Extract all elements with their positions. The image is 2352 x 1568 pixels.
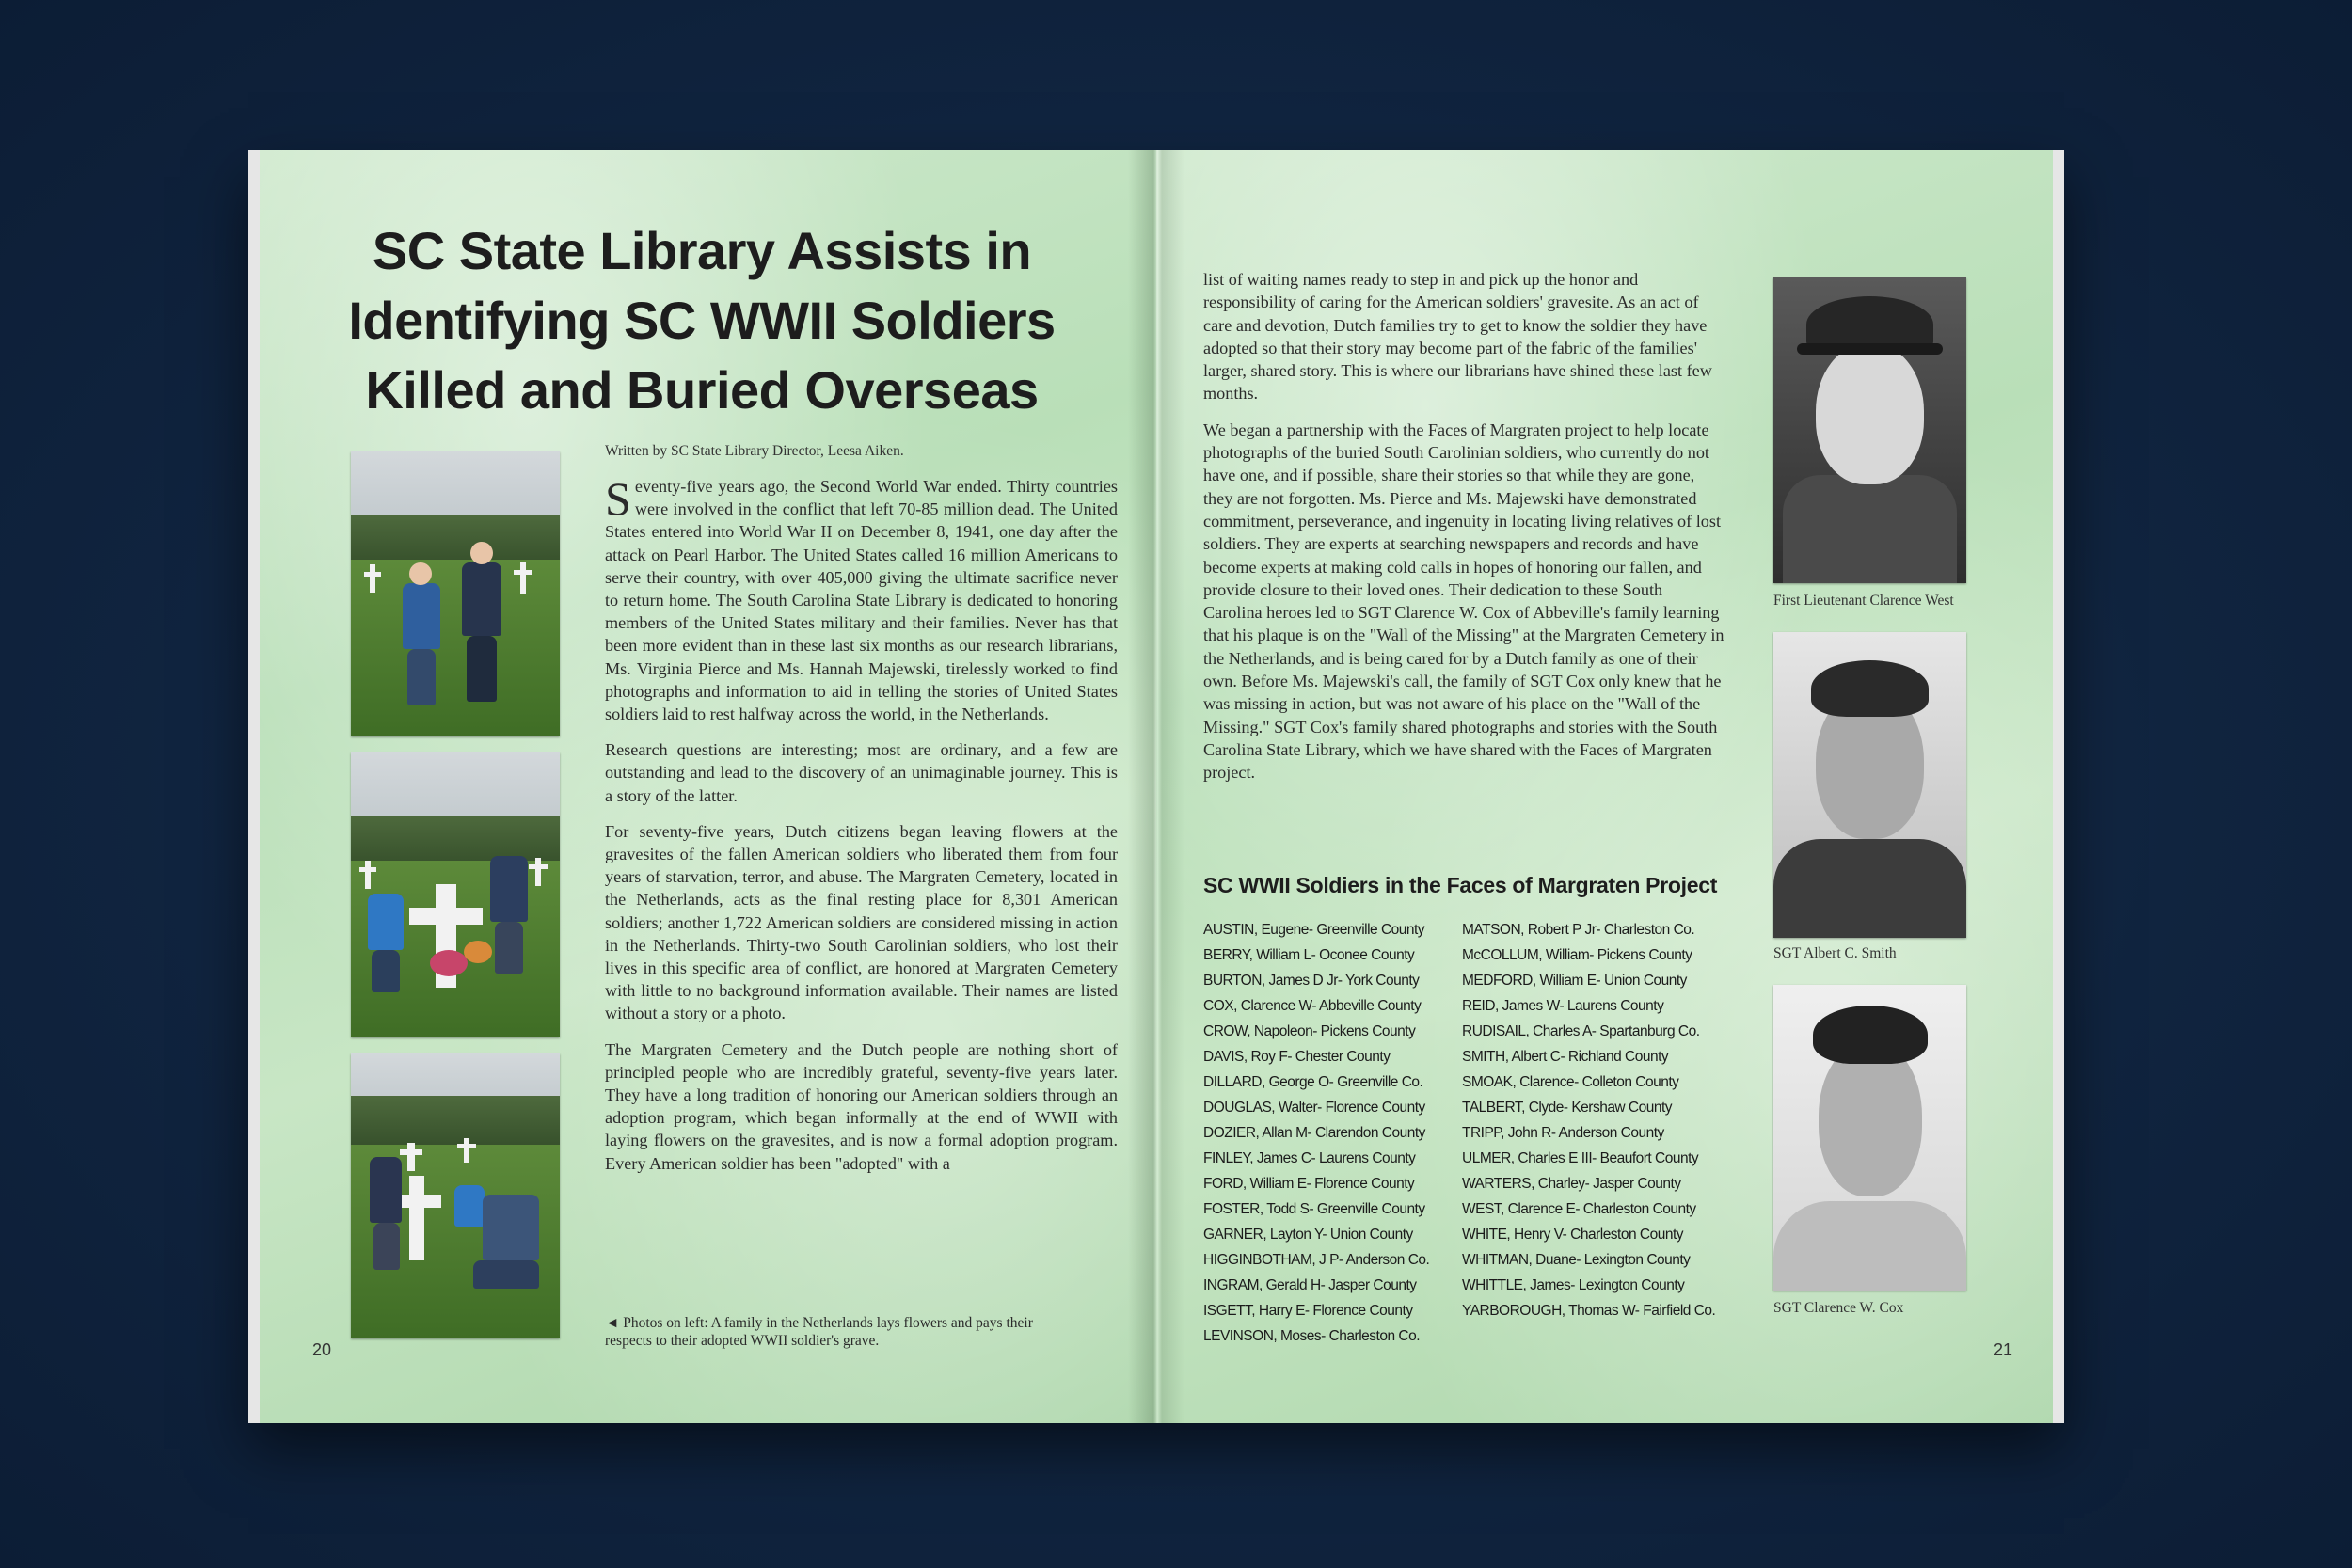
soldier-entry: INGRAM, Gerald H- Jasper County xyxy=(1203,1277,1417,1293)
soldier-entry: TALBERT, Clyde- Kershaw County xyxy=(1462,1100,1673,1116)
title-line-2: Identifying SC WWII Soldiers xyxy=(348,291,1056,350)
right-article-body xyxy=(1203,268,1725,798)
portrait-caption-3: SGT Clarence W. Cox xyxy=(1773,1300,1904,1316)
soldiers-list-heading: SC WWII Soldiers in the Faces of Margraten Project xyxy=(1203,873,1718,897)
soldier-entry: DILLARD, George O- Greenville Co. xyxy=(1203,1074,1423,1090)
soldier-entry: WHITMAN, Duane- Lexington County xyxy=(1462,1252,1691,1268)
page-number-left: 20 xyxy=(312,1340,332,1359)
page-number-right: 21 xyxy=(1994,1340,2013,1359)
cemetery-photo-1 xyxy=(351,451,560,736)
paragraph: Research questions are interesting; most are ordinary, and a few are outstanding and lead to the discovery of an unimaginable journey. This is a story of the latter. xyxy=(605,740,1118,805)
portrait-clarence-west xyxy=(1773,277,1966,583)
portrait-caption-2: SGT Albert C. Smith xyxy=(1773,945,1897,961)
soldier-entry: DOZIER, Allan M- Clarendon County xyxy=(1203,1125,1425,1141)
soldier-entry: WARTERS, Charley- Jasper County xyxy=(1462,1176,1681,1192)
right-page xyxy=(1156,150,2064,1423)
soldier-entry: YARBOROUGH, Thomas W- Fairfield Co. xyxy=(1462,1303,1716,1319)
soldier-entry: REID, James W- Laurens County xyxy=(1462,998,1664,1014)
paragraph: We began a partnership with the Faces of Margraten project to help locate photographs of the buried South Carolinian soldiers, who currently do not have one, and if possible, share their stories so that while they are gone, they are not forgotten. Ms. Pierce and Ms. Majewski have demonstrated commitment, perseverance, and ingenuity in locating living relatives of lost soldiers. They are experts at searching newspapers and records and have become experts at making cold calls in hopes of honoring our fallen, and provide closure to their loved ones. Their dedication to these South Carolina heroes led to SGT Clarence W. Cox of Abbeville's family learning that his plaque is on the "Wall of the Missing" at the Margraten Cemetery in the Netherlands, and is being cared for by a Dutch family as one of their own. Before Ms. Majewski's call, the family of SGT Cox only knew that he was missing in action, but was not aware of his place on the "Wall of the Missing." SGT Cox's family shared photographs and stories with the South Carolina State Library, which we have shared with the Faces of Margraten project. xyxy=(1203,420,1724,783)
byline: Written by SC State Library Director, Leesa Aiken. xyxy=(605,443,904,459)
soldier-entry: WHITTLE, James- Lexington County xyxy=(1462,1277,1685,1293)
soldier-entry: BERRY, William L- Oconee County xyxy=(1203,947,1415,963)
left-article-body xyxy=(605,472,1118,1188)
portrait-albert-smith xyxy=(1773,632,1966,938)
soldier-entry: RUDISAIL, Charles A- Spartanburg Co. xyxy=(1462,1023,1700,1039)
soldiers-list-column-2 xyxy=(1462,917,1730,1323)
soldier-entry: MATSON, Robert P Jr- Charleston Co. xyxy=(1462,922,1695,938)
soldier-entry: WEST, Clarence E- Charleston County xyxy=(1462,1201,1696,1217)
portrait-clarence-cox xyxy=(1773,985,1966,1291)
photo-caption: ◄ Photos on left: A family in the Netherlands lays flowers and pays their respects to their adopted WWII soldier's grave. xyxy=(605,1315,1033,1349)
cemetery-photo-3 xyxy=(351,1053,560,1338)
portrait-caption-1: First Lieutenant Clarence West xyxy=(1773,593,1954,609)
soldier-entry: SMITH, Albert C- Richland County xyxy=(1462,1049,1669,1065)
soldier-entry: LEVINSON, Moses- Charleston Co. xyxy=(1203,1328,1421,1344)
soldiers-list-column-1 xyxy=(1203,917,1471,1349)
soldier-entry: AUSTIN, Eugene- Greenville County xyxy=(1203,922,1425,938)
magazine-spread xyxy=(248,150,2064,1423)
soldier-entry: DOUGLAS, Walter- Florence County xyxy=(1203,1100,1425,1116)
soldier-entry: FORD, William E- Florence County xyxy=(1203,1176,1415,1192)
article-title xyxy=(344,216,1059,425)
soldier-entry: CROW, Napoleon- Pickens County xyxy=(1203,1023,1416,1039)
title-line-1: SC State Library Assists in xyxy=(372,221,1032,280)
paragraph: list of waiting names ready to step in and pick up the honor and responsibility of caring for the American soldiers' gravesite. As an act of care and devotion, Dutch families try to get to know the soldier they have adopted so that their story may become part of the fabric of the families' larger, shared story. This is where our librarians have shined these last few months. xyxy=(1203,270,1712,404)
soldier-entry: HIGGINBOTHAM, J P- Anderson Co. xyxy=(1203,1252,1430,1268)
soldier-entry: COX, Clarence W- Abbeville County xyxy=(1203,998,1422,1014)
soldier-entry: GARNER, Layton Y- Union County xyxy=(1203,1227,1413,1243)
soldier-entry: MEDFORD, William E- Union County xyxy=(1462,973,1687,989)
paragraph: Seventy-five years ago, the Second World War ended. Thirty countries were involved in the conflict that left 70-85 million dead. The United States entered into World War II on December 8, 1941, one day after the attack on Pearl Harbor. The United States called 16 million Americans to serve their country, with over 405,000 giving the ultimate sacrifice never to return home. The South Carolina State Library is dedicated to honoring members of the United States military and their families. Never has that been more evident than in these last six months as our research librarians, Ms. Virginia Pierce and Ms. Hannah Majewski, tirelessly worked to find photographs and information to aid in telling the stories of United States soldiers laid to rest halfway across the world, in the Netherlands. xyxy=(605,472,1118,724)
cemetery-photo-2 xyxy=(351,752,560,1037)
soldier-entry: ISGETT, Harry E- Florence County xyxy=(1203,1303,1413,1319)
paragraph: The Margraten Cemetery and the Dutch people are nothing short of principled people who are incredibly grateful, seventy-five years later. They have a long tradition of honoring our American soldiers through an adoption program, which began informally at the end of WWII with laying flowers on the gravesites, and is now a formal adoption program. Every American soldier has been "adopted" with a xyxy=(605,1039,1118,1173)
soldier-entry: TRIPP, John R- Anderson County xyxy=(1462,1125,1664,1141)
left-page xyxy=(248,150,1156,1423)
soldier-entry: WHITE, Henry V- Charleston County xyxy=(1462,1227,1684,1243)
soldier-entry: FOSTER, Todd S- Greenville County xyxy=(1203,1201,1425,1217)
paragraph: For seventy-five years, Dutch citizens began leaving flowers at the gravesites of the fallen American soldiers who liberated them from four years of starvation, terror, and abuse. The Margraten Cemetery, located in the Netherlands, acts as the final resting place for 8,301 American soldiers; another 1,722 American soldiers are considered missing in action in the Netherlands. Thirty-two South Carolinian soldiers, who lost their lives in this specific area of conflict, are honored at Margraten Cemetery with little to no background information available. Their names are listed without a story or a photo. xyxy=(605,821,1118,1023)
soldier-entry: McCOLLUM, William- Pickens County xyxy=(1462,947,1692,963)
soldier-entry: SMOAK, Clarence- Colleton County xyxy=(1462,1074,1679,1090)
title-line-3: Killed and Buried Overseas xyxy=(365,360,1039,420)
soldier-entry: FINLEY, James C- Laurens County xyxy=(1203,1150,1416,1166)
drop-cap: S xyxy=(605,472,631,525)
soldier-entry: BURTON, James D Jr- York County xyxy=(1203,973,1420,989)
soldier-entry: DAVIS, Roy F- Chester County xyxy=(1203,1049,1391,1065)
soldier-entry: ULMER, Charles E III- Beaufort County xyxy=(1462,1150,1699,1166)
